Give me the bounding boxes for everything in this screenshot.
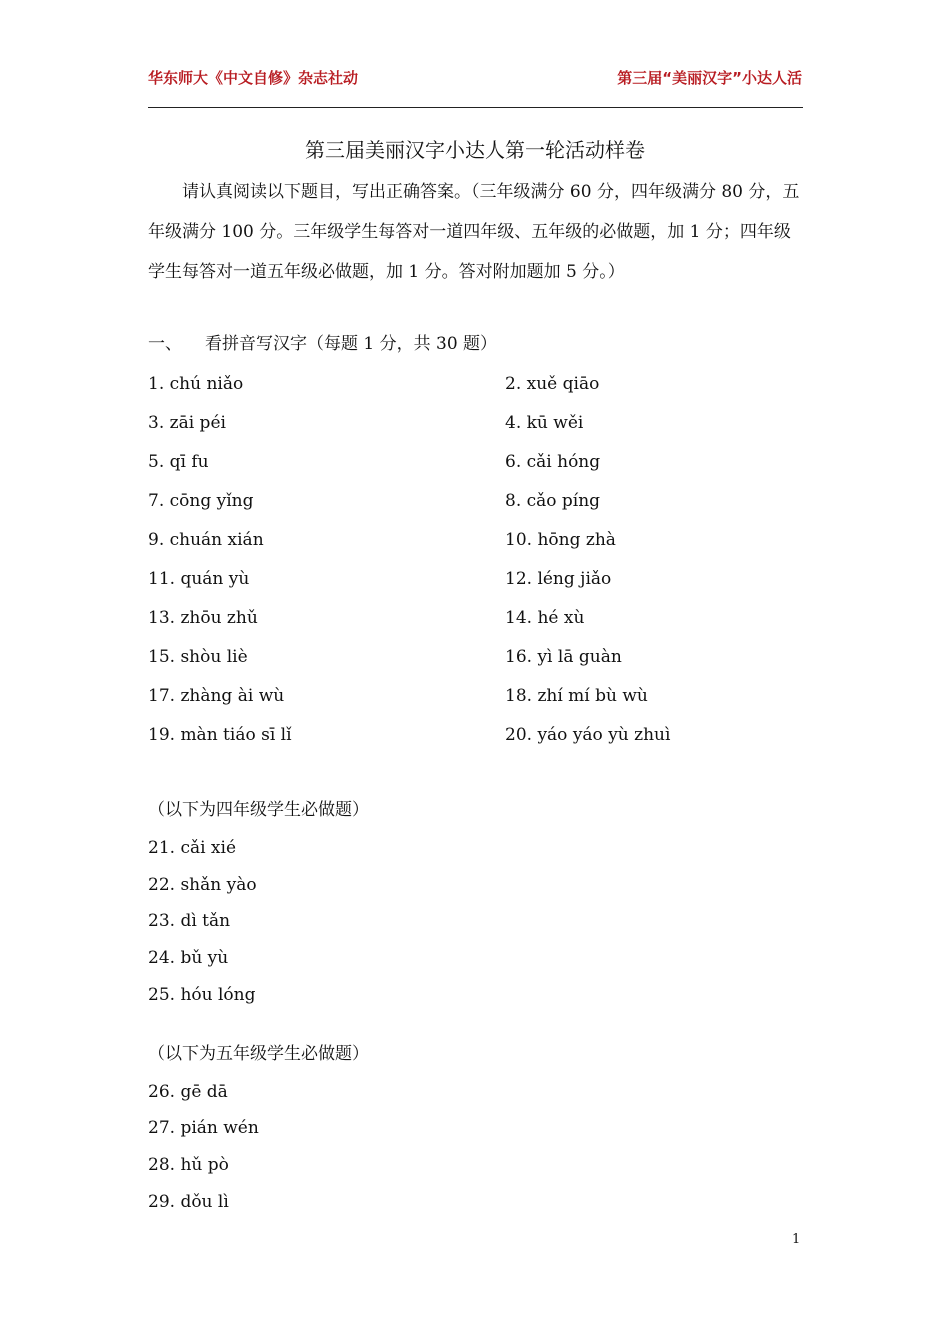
question-item: 13. zhōu zhǔ <box>148 608 258 628</box>
grade4-note: （以下为四年级学生必做题） <box>148 800 369 820</box>
question-item: 25. hóu lóng <box>148 985 256 1005</box>
question-item: 19. màn tiáo sī lǐ <box>148 725 292 745</box>
question-item: 27. pián wén <box>148 1118 259 1138</box>
question-item: 3. zāi péi <box>148 413 226 433</box>
question-item: 6. cǎi hóng <box>505 452 601 472</box>
question-item: 17. zhàng ài wù <box>148 686 285 706</box>
page-title: 第三届美丽汉字小达人第一轮活动样卷 <box>305 138 645 162</box>
question-item: 29. dǒu lì <box>148 1192 229 1212</box>
question-item: 14. hé xù <box>505 608 585 628</box>
question-item: 15. shòu liè <box>148 647 248 667</box>
question-item: 16. yì lā guàn <box>505 647 622 667</box>
question-item: 21. cǎi xié <box>148 838 237 858</box>
question-item: 18. zhí mí bù wù <box>505 686 648 706</box>
question-item: 9. chuán xián <box>148 530 264 550</box>
question-item: 24. bǔ yù <box>148 948 229 968</box>
header-right: 第三届“美丽汉字”小达人活 <box>617 69 802 87</box>
header-left: 华东师大《中文自修》杂志社动 <box>148 69 359 87</box>
question-item: 12. léng jiǎo <box>505 569 612 589</box>
question-item: 1. chú niǎo <box>148 374 244 394</box>
question-item: 11. quán yù <box>148 569 250 589</box>
question-item: 4. kū wěi <box>505 413 584 433</box>
question-item: 5. qī fu <box>148 452 209 472</box>
question-item: 20. yáo yáo yù zhuì <box>505 725 671 745</box>
page-number: 1 <box>792 1232 801 1247</box>
section-heading <box>148 330 497 358</box>
question-item: 26. gē dā <box>148 1082 228 1102</box>
question-item: 22. shǎn yào <box>148 875 257 895</box>
instructions-paragraph: 请认真阅读以下题目，写出正确答案。（三年级满分 60 分，四年级满分 80 分，五年级满分 100 分。三年级学生每答对一道四年级、五年级的必做题，加 1 分；四年级学生每答对一道五年级必做题，加 1 分。答对附加题加 5 分。） <box>148 182 800 282</box>
question-item: 7. cōng yǐng <box>148 491 254 511</box>
question-item: 10. hōng zhà <box>505 530 616 550</box>
question-item: 23. dì tǎn <box>148 911 231 931</box>
section-number: 一、 <box>148 334 182 354</box>
header-divider <box>148 107 803 108</box>
question-item: 8. cǎo píng <box>505 491 601 511</box>
section-title: 看拼音写汉字（每题 1 分，共 30 题） <box>205 334 498 354</box>
question-item: 2. xuě qiāo <box>505 374 600 394</box>
question-item: 28. hǔ pò <box>148 1155 229 1175</box>
grade5-note: （以下为五年级学生必做题） <box>148 1044 369 1064</box>
